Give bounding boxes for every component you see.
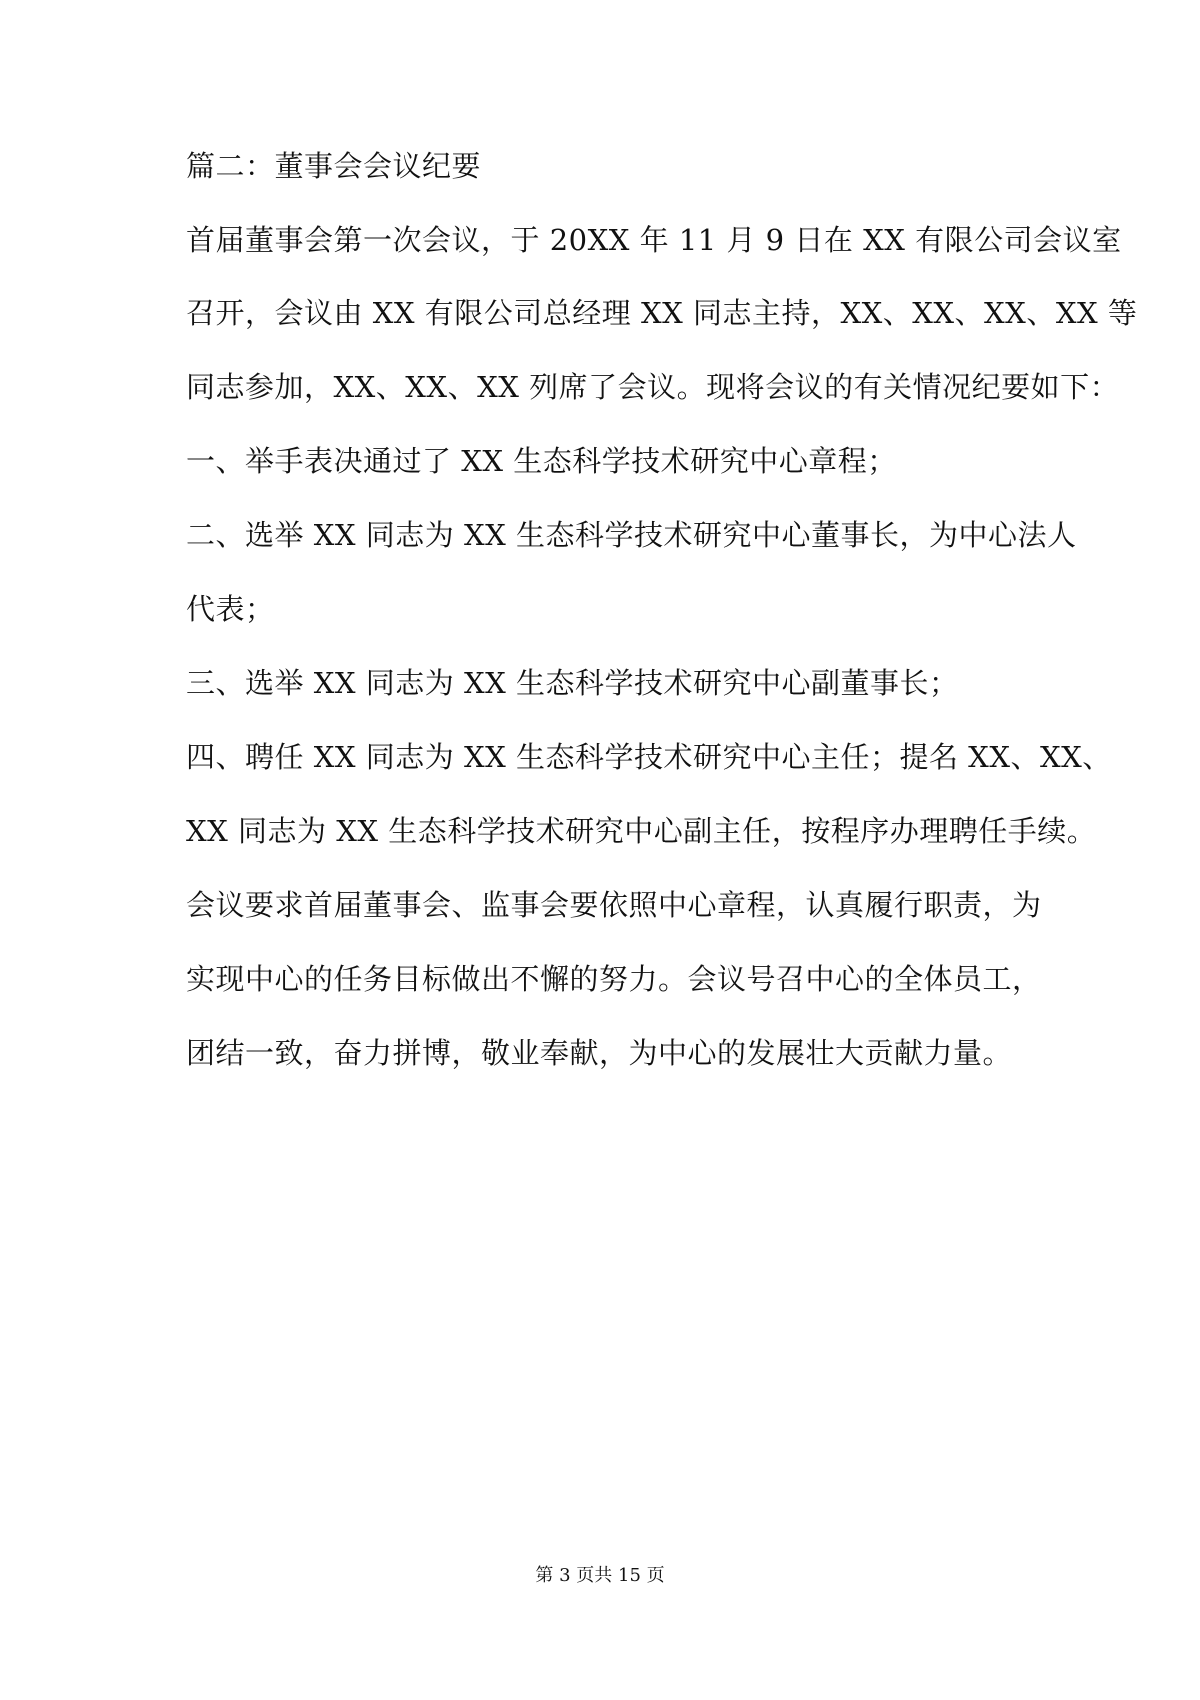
paragraph-line: 同志参加，XX、XX、XX 列席了会议。现将会议的有关情况纪要如下： [186, 370, 1120, 404]
list-item-line: 二、选举 XX 同志为 XX 生态科学技术研究中心董事长，为中心法人 [186, 518, 1077, 552]
list-item-line: XX 同志为 XX 生态科学技术研究中心副主任，按程序办理聘任手续。 [186, 814, 1097, 848]
paragraph-line: 团结一致，奋力拼博，敬业奉献，为中心的发展壮大贡献力量。 [186, 1036, 1013, 1070]
list-item-line: 代表； [186, 592, 275, 626]
section-heading: 篇二：董事会会议纪要 [186, 149, 482, 183]
list-item-line: 三、选举 XX 同志为 XX 生态科学技术研究中心副董事长； [186, 666, 959, 700]
paragraph-line: 实现中心的任务目标做出不懈的努力。会议号召中心的全体员工， [186, 962, 1042, 996]
page-number-footer: 第 3 页共 15 页 [535, 1565, 665, 1586]
paragraph-line: 会议要求首届董事会、监事会要依照中心章程，认真履行职责，为 [186, 888, 1042, 922]
list-item-line: 四、聘任 XX 同志为 XX 生态科学技术研究中心主任；提名 XX、XX、 [186, 740, 1112, 774]
paragraph-line: 首届董事会第一次会议，于 20XX 年 11 月 9 日在 XX 有限公司会议室 [186, 223, 1122, 257]
paragraph-line: 召开，会议由 XX 有限公司总经理 XX 同志主持，XX、XX、XX、XX 等 [186, 296, 1138, 330]
list-item-line: 一、举手表决通过了 XX 生态科学技术研究中心章程； [186, 444, 897, 478]
